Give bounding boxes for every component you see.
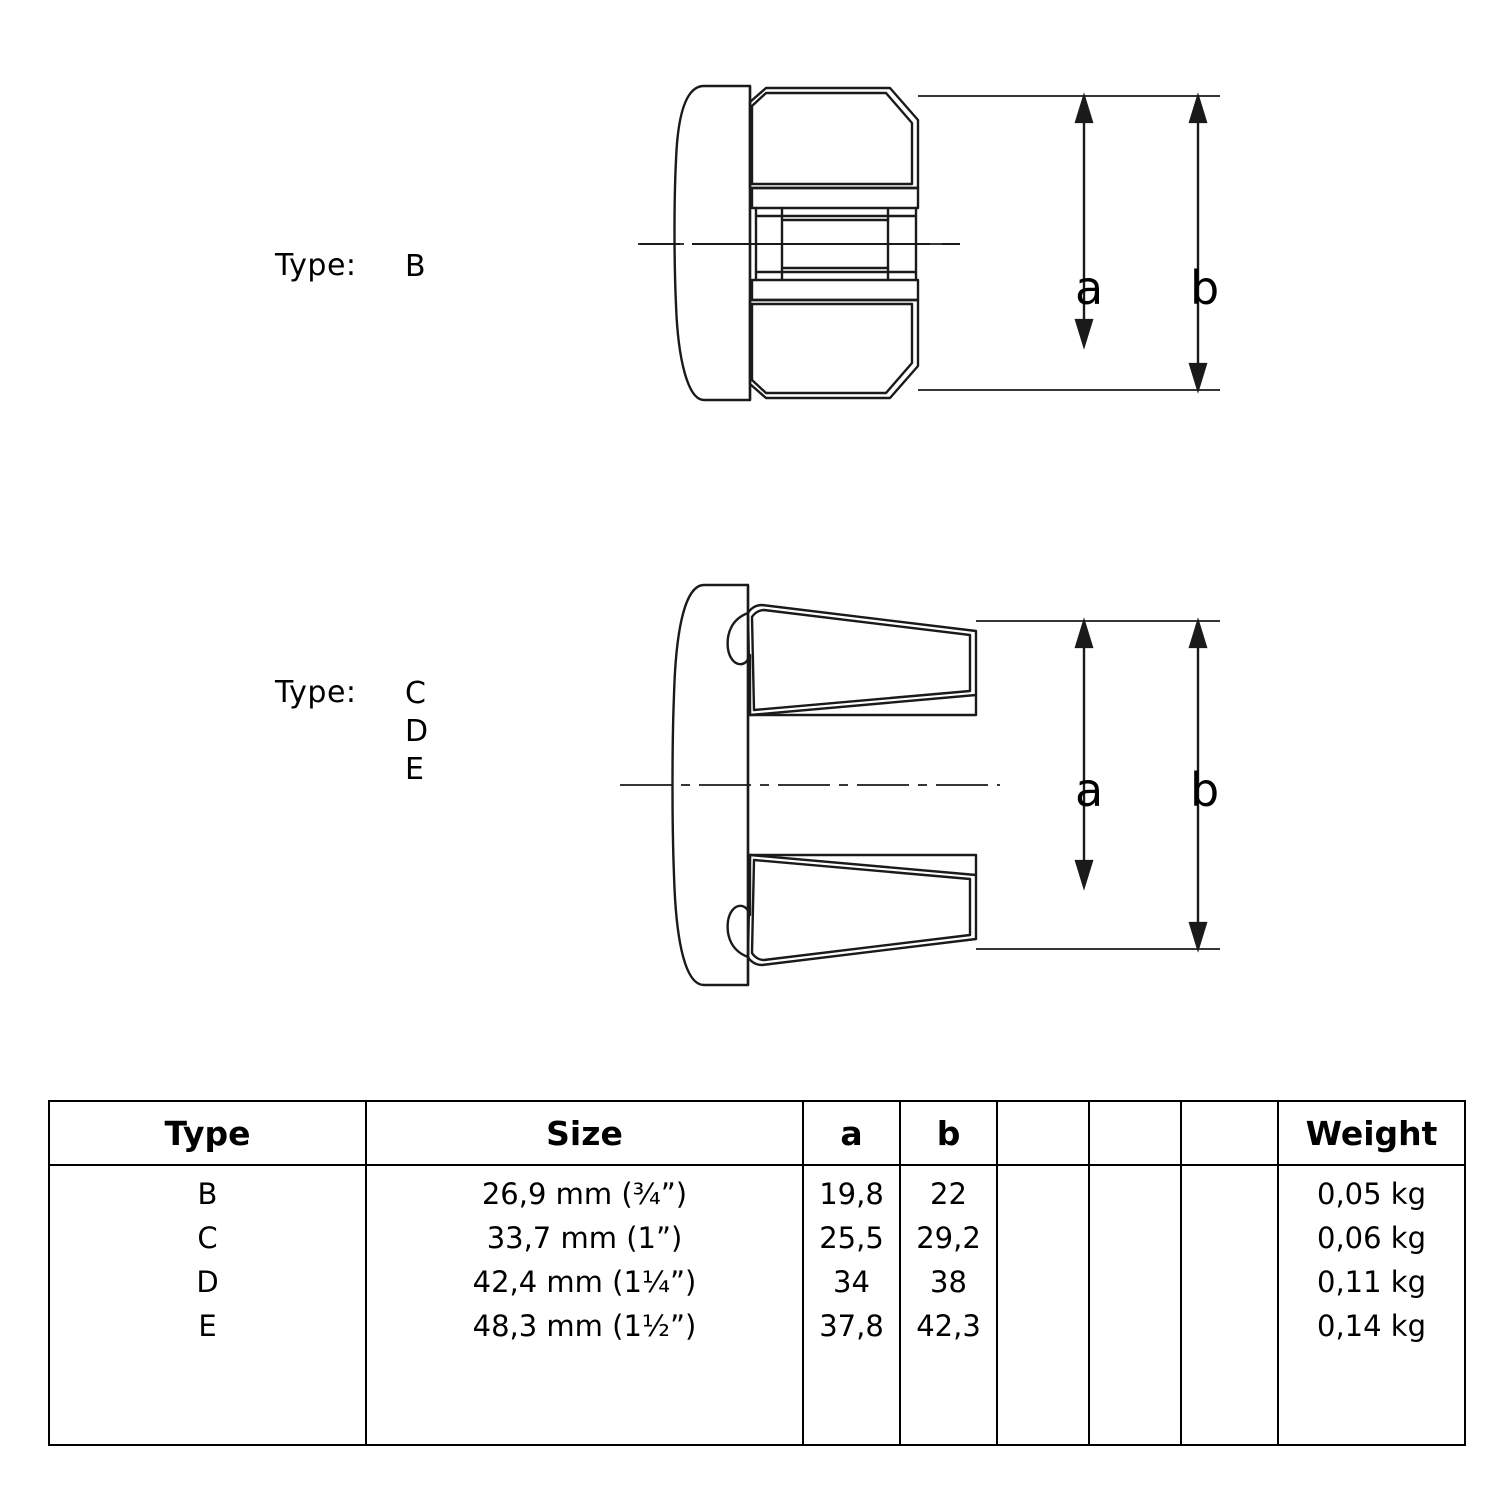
type-label-word: Type: bbox=[275, 675, 357, 710]
column-header-blank-2 bbox=[1089, 1101, 1181, 1165]
cell-size: 42,4 mm (1¼”) bbox=[366, 1260, 803, 1304]
cell-blank-2 bbox=[1089, 1260, 1181, 1304]
type-value: B bbox=[405, 249, 427, 284]
cell-empty bbox=[1089, 1348, 1181, 1445]
table-header-row bbox=[49, 1101, 1465, 1165]
cell-blank-1 bbox=[997, 1165, 1089, 1216]
cell-weight: 0,14 kg bbox=[1278, 1304, 1465, 1348]
cell-size: 33,7 mm (1”) bbox=[366, 1216, 803, 1260]
cell-weight: 0,05 kg bbox=[1278, 1165, 1465, 1216]
type-label-cde bbox=[275, 675, 429, 789]
cell-a: 34 bbox=[803, 1260, 900, 1304]
column-header-weight: Weight bbox=[1278, 1101, 1465, 1165]
cell-type: C bbox=[49, 1216, 366, 1260]
cell-blank-1 bbox=[997, 1260, 1089, 1304]
drawing-type-b bbox=[600, 60, 1260, 464]
cell-a: 19,8 bbox=[803, 1165, 900, 1216]
cell-empty bbox=[900, 1348, 997, 1445]
type-values-cde bbox=[405, 675, 429, 789]
cell-blank-3 bbox=[1181, 1260, 1278, 1304]
table-row bbox=[49, 1216, 1465, 1260]
cell-b: 42,3 bbox=[900, 1304, 997, 1348]
cell-weight: 0,11 kg bbox=[1278, 1260, 1465, 1304]
cell-blank-3 bbox=[1181, 1165, 1278, 1216]
cell-blank-2 bbox=[1089, 1165, 1181, 1216]
column-header-a: a bbox=[803, 1101, 900, 1165]
cell-a: 25,5 bbox=[803, 1216, 900, 1260]
cell-b: 29,2 bbox=[900, 1216, 997, 1260]
cell-blank-2 bbox=[1089, 1304, 1181, 1348]
dimension-letter-a: a bbox=[1075, 261, 1104, 315]
cell-blank-3 bbox=[1181, 1304, 1278, 1348]
table-header bbox=[49, 1101, 1465, 1165]
column-header-blank-3 bbox=[1181, 1101, 1278, 1165]
cell-type: D bbox=[49, 1260, 366, 1304]
type-values-b bbox=[405, 248, 426, 286]
cell-empty bbox=[1278, 1348, 1465, 1445]
type-value: E bbox=[405, 752, 425, 787]
type-value: D bbox=[405, 714, 429, 749]
cell-blank-3 bbox=[1181, 1216, 1278, 1260]
table-row bbox=[49, 1165, 1465, 1216]
cell-weight: 0,06 kg bbox=[1278, 1216, 1465, 1260]
dimension-letter-b: b bbox=[1190, 763, 1220, 817]
column-header-size: Size bbox=[366, 1101, 803, 1165]
column-header-b: b bbox=[900, 1101, 997, 1165]
type-label-word: Type: bbox=[275, 248, 357, 283]
table-body bbox=[49, 1165, 1465, 1445]
type-value: C bbox=[405, 676, 427, 711]
spec-table bbox=[48, 1100, 1466, 1446]
cell-size: 48,3 mm (1½”) bbox=[366, 1304, 803, 1348]
cell-blank-1 bbox=[997, 1216, 1089, 1260]
cell-empty bbox=[997, 1348, 1089, 1445]
drawing-type-cde bbox=[600, 555, 1260, 1019]
cell-empty bbox=[366, 1348, 803, 1445]
table-row bbox=[49, 1260, 1465, 1304]
cell-blank-1 bbox=[997, 1304, 1089, 1348]
cell-empty bbox=[49, 1348, 366, 1445]
cell-type: E bbox=[49, 1304, 366, 1348]
column-header-type: Type bbox=[49, 1101, 366, 1165]
cell-empty bbox=[803, 1348, 900, 1445]
cell-empty bbox=[1181, 1348, 1278, 1445]
type-label-b bbox=[275, 248, 426, 286]
table-row-empty bbox=[49, 1348, 1465, 1445]
cell-a: 37,8 bbox=[803, 1304, 900, 1348]
dimension-letter-a: a bbox=[1075, 763, 1104, 817]
cell-b: 22 bbox=[900, 1165, 997, 1216]
cell-size: 26,9 mm (¾”) bbox=[366, 1165, 803, 1216]
column-header-blank-1 bbox=[997, 1101, 1089, 1165]
dimension-letter-b: b bbox=[1190, 261, 1220, 315]
table-row bbox=[49, 1304, 1465, 1348]
cell-b: 38 bbox=[900, 1260, 997, 1304]
cell-blank-2 bbox=[1089, 1216, 1181, 1260]
cell-type: B bbox=[49, 1165, 366, 1216]
